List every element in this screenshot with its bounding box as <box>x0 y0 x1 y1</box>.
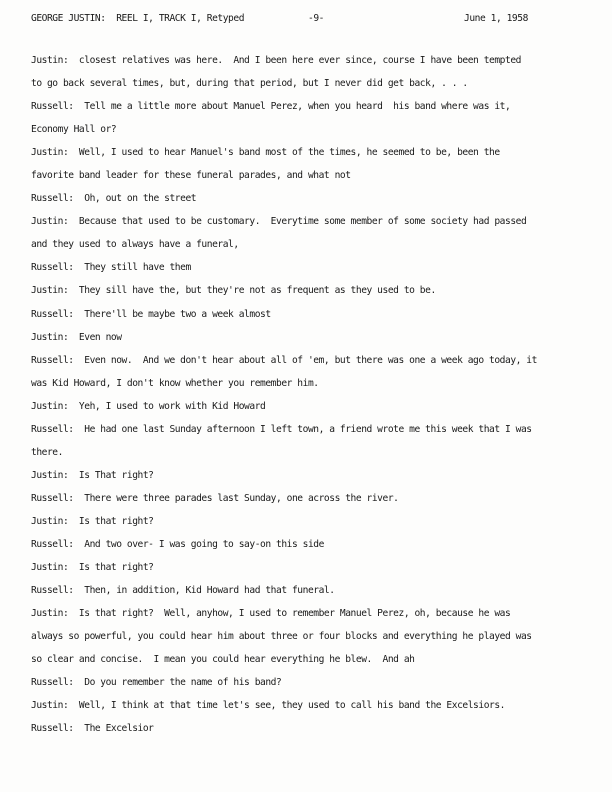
transcript-line: Russell: Then, in addition, Kid Howard had that funeral. <box>31 585 335 597</box>
transcript-line: Russell: And two over- I was going to say-on this side <box>31 538 324 550</box>
page-number: -9- <box>308 13 324 24</box>
transcript-line: and they used to always have a funeral, <box>31 239 239 251</box>
transcript-line: Economy Hall or? <box>31 124 117 136</box>
header-date: June 1, 1958 <box>464 13 528 24</box>
transcript-line: Justin: Even now <box>31 331 122 343</box>
transcript-line: Russell: The Excelsior <box>31 723 154 735</box>
transcript-line: always so powerful, you could hear him about three or four blocks and everything he played was <box>31 631 532 643</box>
header-title: GEORGE JUSTIN: REEL I, TRACK I, Retyped <box>31 13 245 24</box>
transcript-line: Russell: Oh, out on the street <box>31 193 197 205</box>
transcript-line: Russell: He had one last Sunday afternoon I left town, a friend wrote me this week that I was <box>31 423 532 435</box>
transcript-line: Russell: Tell me a little more about Manuel Perez, when you heard his band where was it, <box>31 101 511 113</box>
transcript-line: Russell: There'll be maybe two a week almost <box>31 308 271 320</box>
transcript-line: Justin: Yeh, I used to work with Kid Howard <box>31 400 266 412</box>
transcript-line: to go back several times, but, during that period, but I never did get back, . . . <box>31 78 468 90</box>
transcript-body <box>31 54 591 745</box>
transcript-line: Russell: Even now. And we don't hear about all of 'em, but there was one a week ago today, it <box>31 354 537 366</box>
transcript-line: Justin: closest relatives was here. And I been here ever since, course I have been tempted <box>31 55 521 66</box>
transcript-line: Justin: Is that right? <box>31 515 154 527</box>
transcript-line: so clear and concise. I mean you could hear everything he blew. And ah <box>31 654 415 666</box>
transcript-line: Justin: Well, I used to hear Manuel's band most of the times, he seemed to be, been the <box>31 147 500 159</box>
transcript-line: Justin: Is that right? <box>31 562 154 574</box>
transcript-line: Russell: They still have them <box>31 262 191 274</box>
transcript-line: Russell: Do you remember the name of his band? <box>31 677 282 689</box>
transcript-line: was Kid Howard, I don't know whether you remember him. <box>31 377 319 389</box>
transcript-line: Russell: There were three parades last Sunday, one across the river. <box>31 492 399 504</box>
transcript-line: Justin: They sill have the, but they're not as frequent as they used to be. <box>31 285 436 297</box>
transcript-line: there. <box>31 446 63 458</box>
transcript-line: favorite band leader for these funeral parades, and what not <box>31 170 351 182</box>
transcript-line: Justin: Is That right? <box>31 469 154 481</box>
transcript-line: Justin: Well, I think at that time let's see, they used to call his band the Excelsiors. <box>31 700 506 712</box>
transcript-line: Justin: Is that right? Well, anyhow, I used to remember Manuel Perez, oh, because he was <box>31 608 511 620</box>
page-header <box>31 13 591 27</box>
transcript-line: Justin: Because that used to be customary. Everytime some member of some society had passed <box>31 216 527 228</box>
